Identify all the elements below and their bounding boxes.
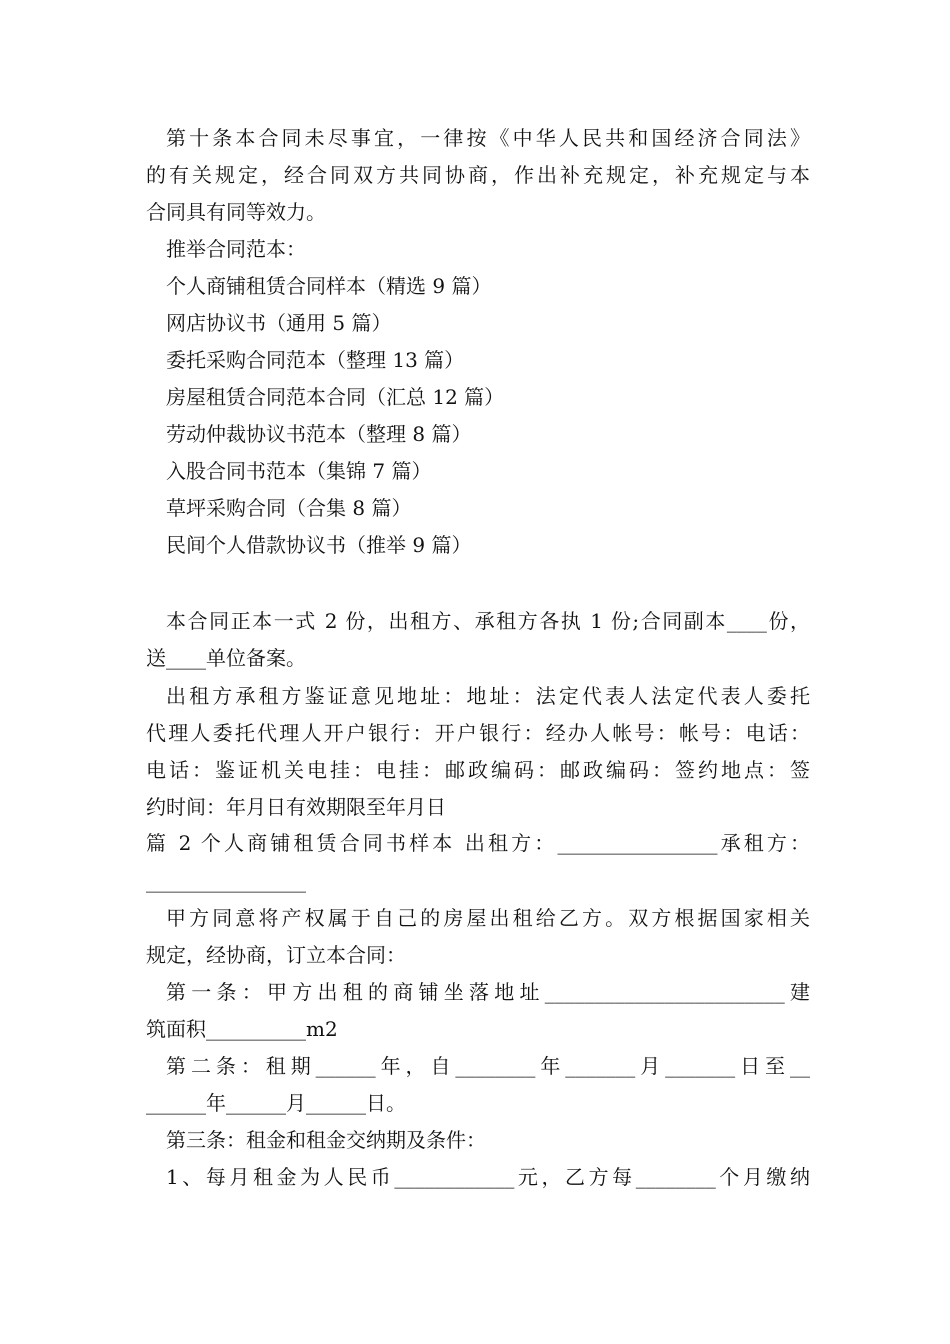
intro-line-1: 甲方同意将产权属于自己的房屋出租给乙方。双方根据国家相关 <box>166 906 810 930</box>
article-3-item-1: 1、每月租金为人民币____________元，乙方每________个月缴纳 <box>166 1165 810 1189</box>
intro-line-2: 规定，经协商，订立本合同： <box>146 943 406 967</box>
part-2-title: 篇 2 个人商铺租赁合同书样本 出租方：________________承租方： <box>146 831 810 855</box>
recommend-heading: 推举合同范本： <box>166 237 306 261</box>
clause-10-line-2: 的有关规定，经合同双方共同协商，作出补充规定，补充规定与本 <box>146 163 810 187</box>
article-1-line-1: 第一条：甲方出租的商铺坐落地址________________________建 <box>166 980 810 1004</box>
article-2-line-2: ______年______月______日。 <box>146 1091 406 1115</box>
signature-line-1: 出租方承租方鉴证意见地址：地址：法定代表人法定代表人委托 <box>166 684 810 708</box>
article-2-line-1: 第二条：租期______年，自________年_______月_______日至__ <box>166 1054 810 1078</box>
clause-10-line-1: 第十条本合同未尽事宜，一律按《中华人民共和国经济合同法》 <box>166 126 810 150</box>
recommend-link[interactable]: 劳动仲裁协议书范本（整理 8 篇） <box>166 422 472 446</box>
recommend-link[interactable]: 草坪采购合同（合集 8 篇） <box>166 496 412 520</box>
signature-line-2: 代理人委托代理人开户银行：开户银行：经办人帐号：帐号：电话： <box>146 721 810 745</box>
recommend-link[interactable]: 个人商铺租赁合同样本（精选 9 篇） <box>166 274 492 298</box>
recommend-link[interactable]: 房屋租赁合同范本合同（汇总 12 篇） <box>166 385 505 409</box>
recommend-link[interactable]: 入股合同书范本（集锦 7 篇） <box>166 459 432 483</box>
signature-line-4: 约时间：年月日有效期限至年月日 <box>146 795 446 819</box>
clause-10-line-3: 合同具有同等效力。 <box>146 200 326 224</box>
article-3-heading: 第三条：租金和租金交纳期及条件： <box>166 1128 486 1152</box>
part-2-title-cont: ________________ <box>146 869 306 893</box>
copies-line-2: 送____单位备案。 <box>146 646 306 670</box>
copies-line-1: 本合同正本一式 2 份，出租方、承租方各执 1 份;合同副本____份， <box>166 609 810 633</box>
article-1-line-2: 筑面积__________m2 <box>146 1017 338 1041</box>
signature-line-3: 电话：鉴证机关电挂：电挂：邮政编码：邮政编码：签约地点：签 <box>146 758 810 782</box>
recommend-link[interactable]: 民间个人借款协议书（推举 9 篇） <box>166 533 472 557</box>
recommend-link[interactable]: 网店协议书（通用 5 篇） <box>166 311 392 335</box>
recommend-link[interactable]: 委托采购合同范本（整理 13 篇） <box>166 348 465 372</box>
